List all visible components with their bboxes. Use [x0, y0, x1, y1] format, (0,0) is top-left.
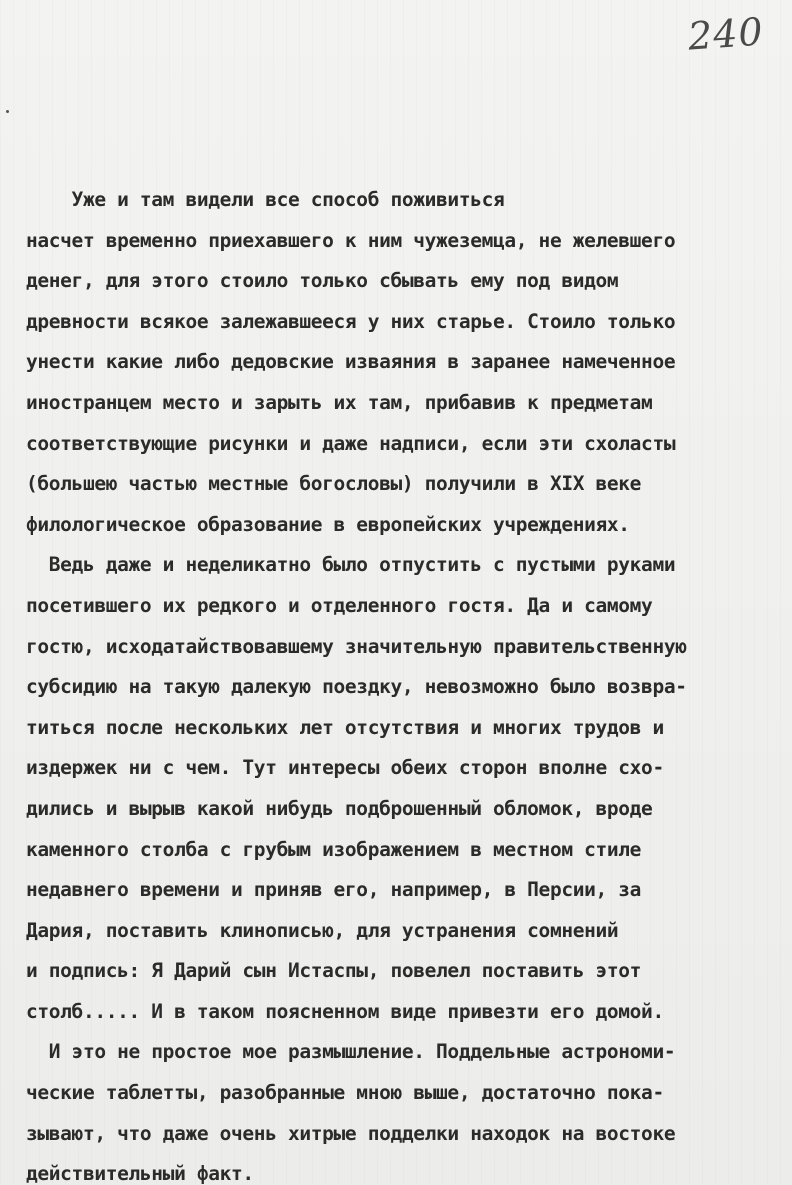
- text-line: титься после нескольких лет отсутствия и многих трудов и: [26, 715, 664, 739]
- page-number: 240: [686, 9, 765, 59]
- text-line: субсидию на такую далекую поездку, невозможно было возвра-: [26, 675, 687, 699]
- text-line: древности всякое залежавшееся у них старье. Стоило только: [26, 309, 676, 333]
- text-line: каменного столба с грубым изображением в местном стиле: [26, 837, 642, 861]
- text-line: унести какие либо дедовские изваяния в заранее намеченное: [26, 350, 676, 374]
- typed-text-body: [26, 180, 786, 1185]
- text-line: филологическое образование в европейских учреждениях.: [26, 512, 630, 536]
- text-line: посетившего их редкого и отделенного гостя. Да и самому: [26, 593, 653, 617]
- text-line: дились и вырыв какой нибудь подброшенный обломок, вроде: [26, 796, 653, 820]
- text-line: насчет временно приехавшего к ним чужеземца, не желевшего: [26, 228, 676, 252]
- text-line: И это не простое мое размышление. Поддельные астрономи-: [26, 1040, 676, 1064]
- text-line: (большею частью местные богословы) получили в XIX веке: [26, 472, 642, 496]
- text-line: денег, для этого стоило только сбывать ему под видом: [26, 269, 619, 293]
- text-line: недавнего времени и приняв его, например, в Персии, за: [26, 878, 642, 902]
- text-line: издержек ни с чем. Тут интересы обеих сторон вполне схо-: [26, 756, 664, 780]
- text-line: действительный факт.: [26, 1162, 254, 1185]
- text-line: Дария, поставить клинописью, для устранения сомнений: [26, 918, 619, 942]
- text-line: зывают, что даже очень хитрые подделки находок на востоке: [26, 1121, 676, 1145]
- text-line: соответствующие рисунки и даже надписи, если эти схоласты: [26, 431, 676, 455]
- text-line: гостю, исходатайствовавшему значительную правительственную: [26, 634, 687, 658]
- text-line: иностранцем место и зарыть их там, прибавив к предметам: [26, 390, 653, 414]
- text-line: Ведь даже и неделикатно было отпустить с пустыми руками: [26, 553, 676, 577]
- text-line: столб..... И в таком поясненном виде привезти его домой.: [26, 999, 664, 1023]
- text-line: Уже и там видели все способ поживиться: [26, 188, 505, 211]
- stray-mark: [6, 110, 9, 113]
- text-line: и подпись: Я Дарий сын Истаспы, повелел поставить этот: [26, 959, 642, 983]
- text-line: ческие таблетты, разобранные мною выше, достаточно пока-: [26, 1081, 664, 1105]
